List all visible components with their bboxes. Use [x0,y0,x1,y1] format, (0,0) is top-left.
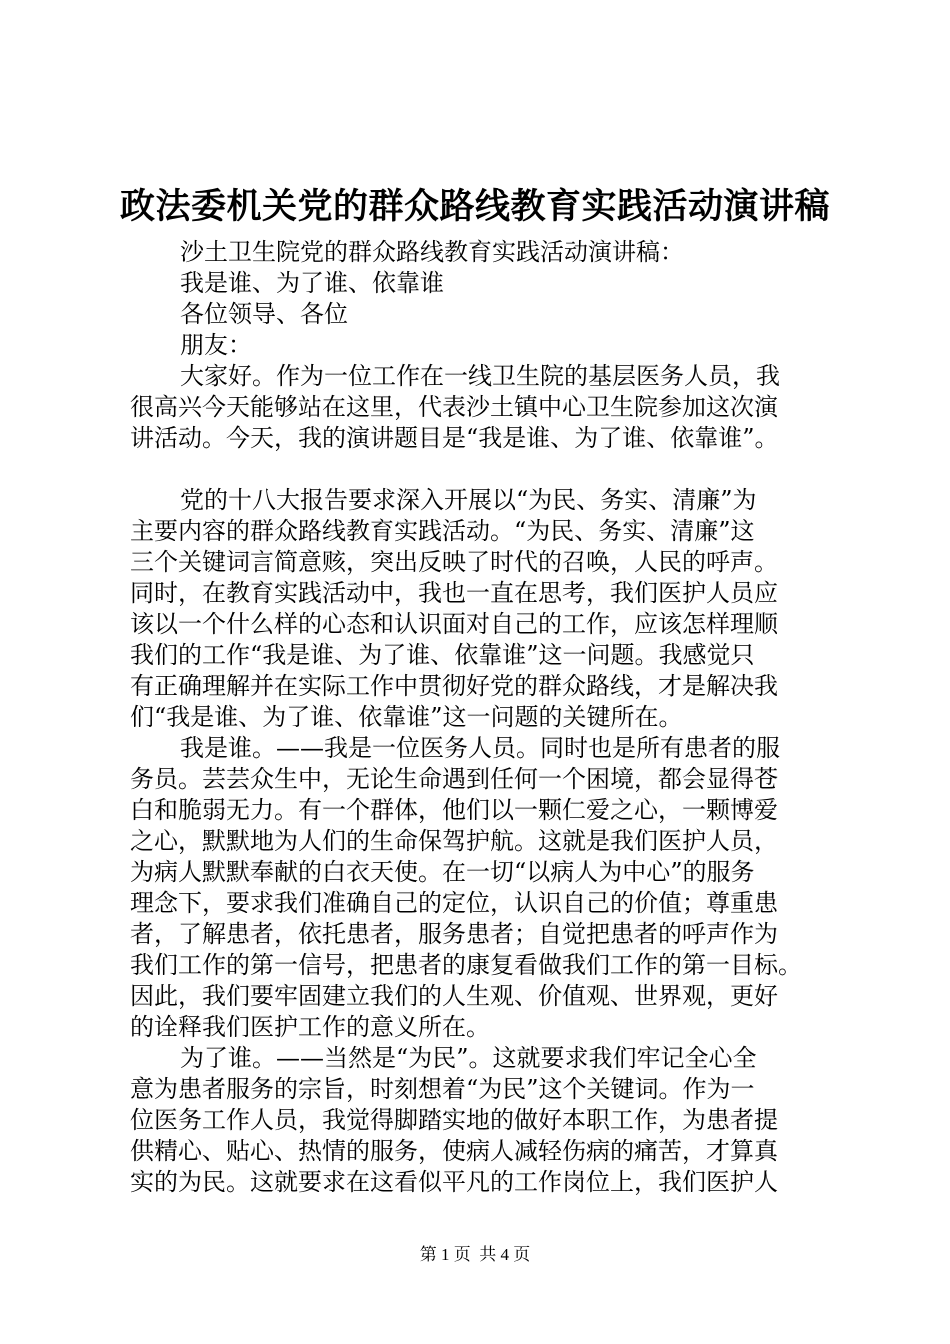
text-line: 位医务工作人员，我觉得脚踏实地的做好本职工作，为患者提 [130,1106,778,1134]
text-line: 沙土卫生院党的群众路线教育实践活动演讲稿： [180,238,684,266]
text-line: 意为患者服务的宗旨，时刻想着“为民”这个关键词。作为一 [130,1075,755,1103]
text-line: 很高兴今天能够站在这里，代表沙土镇中心卫生院参加这次演 [130,393,778,421]
text-line: 的诠释我们医护工作的意义所在。 [130,1013,490,1041]
text-line: 供精心、贴心、热情的服务，使病人减轻伤病的痛苦，才算真 [130,1137,778,1165]
text-line: 我是谁。——我是一位医务人员。同时也是所有患者的服 [180,734,780,762]
text-line: 理念下，要求我们准确自己的定位，认识自己的价值；尊重患 [130,889,778,917]
text-line: 们“我是谁、为了谁、依靠谁”这一问题的关键所在。 [130,703,683,731]
text-line: 大家好。作为一位工作在一线卫生院的基层医务人员，我 [180,362,780,390]
text-line: 务员。芸芸众生中，无论生命遇到任何一个困境，都会显得苍 [130,765,778,793]
text-line: 主要内容的群众路线教育实践活动。“为民、务实、清廉”这 [130,517,755,545]
text-line: 同时，在教育实践活动中，我也一直在思考，我们医护人员应 [130,579,778,607]
text-line: 我们的工作“我是谁、为了谁、依靠谁”这一问题。我感觉只 [130,641,755,669]
document-body [130,237,830,1198]
blank-line [130,454,830,485]
text-line: 该以一个什么样的心态和认识面对自己的工作，应该怎样理顺 [130,610,778,638]
text-line: 为病人默默奉献的白衣天使。在一切“以病人为中心”的服务 [130,858,755,886]
text-line: 者，了解患者，依托患者，服务患者；自觉把患者的呼声作为 [130,920,778,948]
document-title: 政法委机关党的群众路线教育实践活动演讲稿 [119,187,830,227]
text-line: 党的十八大报告要求深入开展以“为民、务实、清廉”为 [180,486,757,514]
page-footer [0,1243,950,1267]
text-line: 之心，默默地为人们的生命保驾护航。这就是我们医护人员， [130,827,778,855]
text-line: 为了谁。——当然是“为民”。这就要求我们牢记全心全 [180,1044,757,1072]
text-line: 有正确理解并在实际工作中贯彻好党的群众路线，才是解决我 [130,672,778,700]
text-line: 讲活动。今天，我的演讲题目是“我是谁、为了谁、依靠谁”。 [130,424,779,452]
page-total: 共 4 页 [479,1245,531,1264]
text-line: 白和脆弱无力。有一个群体，他们以一颗仁爱之心，一颗博爱 [130,796,778,824]
text-line: 我们工作的第一信号，把患者的康复看做我们工作的第一目标。 [130,951,802,979]
text-line: 实的为民。这就要求在这看似平凡的工作岗位上，我们医护人 [130,1168,778,1196]
text-line: 朋友： [180,331,252,359]
text-line: 我是谁、为了谁、依靠谁 [180,269,444,297]
text-line: 各位领导、各位 [180,300,348,328]
text-line: 三个关键词言简意赅，突出反映了时代的召唤，人民的呼声。 [130,548,778,576]
page-number: 第 1 页 [419,1245,471,1264]
text-line: 因此，我们要牢固建立我们的人生观、价值观、世界观，更好 [130,982,778,1010]
